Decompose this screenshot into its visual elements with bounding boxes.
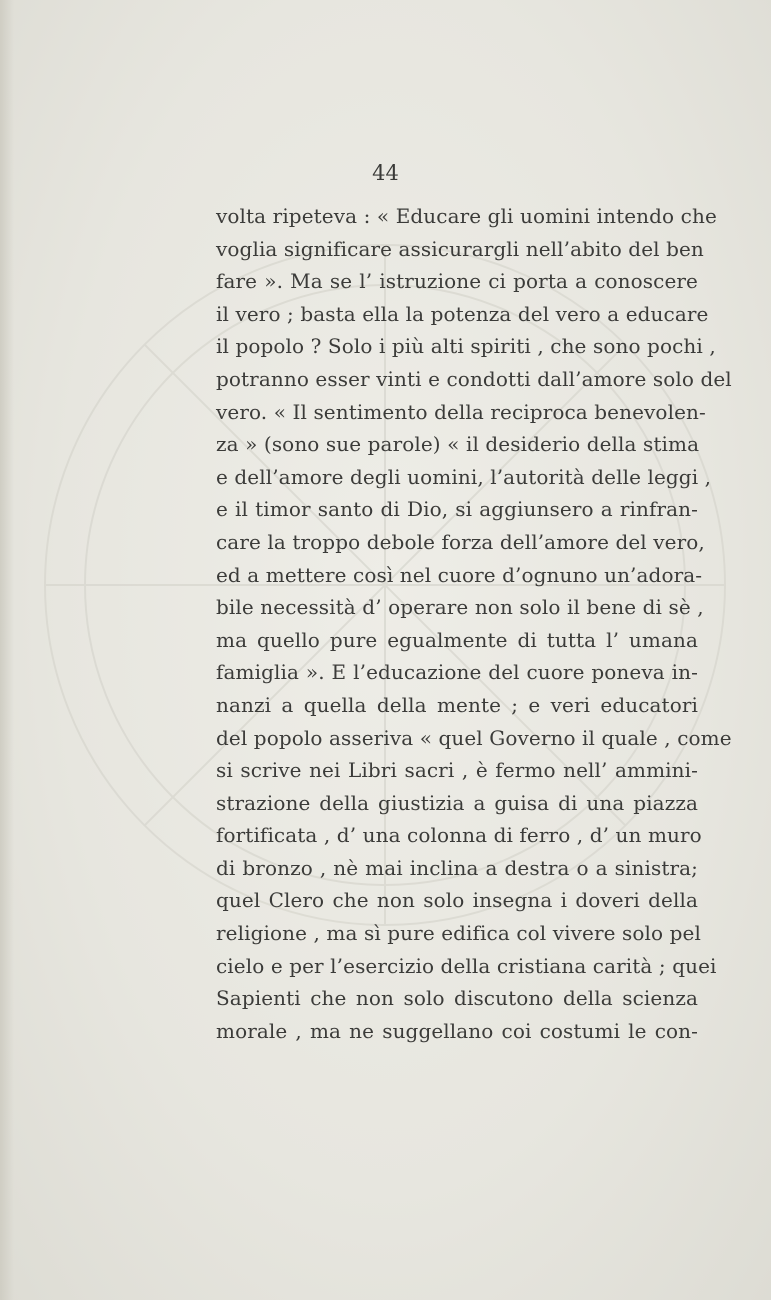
text-line: il popolo ? Solo i più alti spiriti , che sono pochi , bbox=[216, 334, 716, 359]
text-line: bile necessità d’ operare non solo il bene di sè , bbox=[216, 595, 704, 620]
page-number: 44 bbox=[372, 161, 399, 185]
text-line: nanzi a quella della mente ; e veri educatori bbox=[216, 692, 698, 717]
text-line: potranno esser vinti e condotti dall’amore solo del bbox=[216, 366, 732, 391]
body-text bbox=[216, 200, 732, 1047]
page-edge-shadow bbox=[0, 0, 14, 1300]
text-line: e il timor santo di Dio, si aggiunsero a rinfran- bbox=[216, 497, 698, 522]
text-line: morale , ma ne suggellano coi costumi le con- bbox=[216, 1018, 698, 1043]
text-line: za » (sono sue parole) « il desiderio della stima bbox=[216, 432, 700, 457]
text-line: famiglia ». E l’educazione del cuore poneva in- bbox=[216, 660, 698, 685]
text-line: cielo e per l’esercizio della cristiana carità ; quei bbox=[216, 953, 717, 978]
text-line: del popolo asseriva « quel Governo il quale , come bbox=[216, 725, 732, 750]
text-line: di bronzo , nè mai inclina a destra o a sinistra; bbox=[216, 855, 698, 880]
text-line: il vero ; basta ella la potenza del vero a educare bbox=[216, 301, 709, 326]
text-line: fare ». Ma se l’ istruzione ci porta a conoscere bbox=[216, 269, 698, 294]
text-line: fortificata , d’ una colonna di ferro , d’ un muro bbox=[216, 823, 702, 848]
text-line: volta ripeteva : « Educare gli uomini intendo che bbox=[216, 204, 717, 228]
text-line: ed a mettere così nel cuore d’ognuno un’adora- bbox=[216, 562, 703, 587]
text-line: voglia significare assicurargli nell’abito del ben bbox=[216, 236, 704, 261]
text-line: strazione della giustizia a guisa di una piazza bbox=[216, 790, 698, 815]
text-line: care la troppo debole forza dell’amore del vero, bbox=[216, 529, 705, 554]
text-line: vero. « Il sentimento della reciproca benevolen- bbox=[216, 399, 706, 424]
text-line: e dell’amore degli uomini, l’autorità delle leggi , bbox=[216, 464, 712, 489]
text-line: ma quello pure egualmente di tutta l’ umana bbox=[216, 627, 698, 652]
text-line: si scrive nei Libri sacri , è fermo nell’ ammini- bbox=[216, 758, 698, 783]
text-line: religione , ma sì pure edifica col vivere solo pel bbox=[216, 921, 701, 946]
text-line: quel Clero che non solo insegna i doveri della bbox=[216, 888, 698, 913]
text-line: Sapienti che non solo discutono della scienza bbox=[216, 986, 698, 1011]
